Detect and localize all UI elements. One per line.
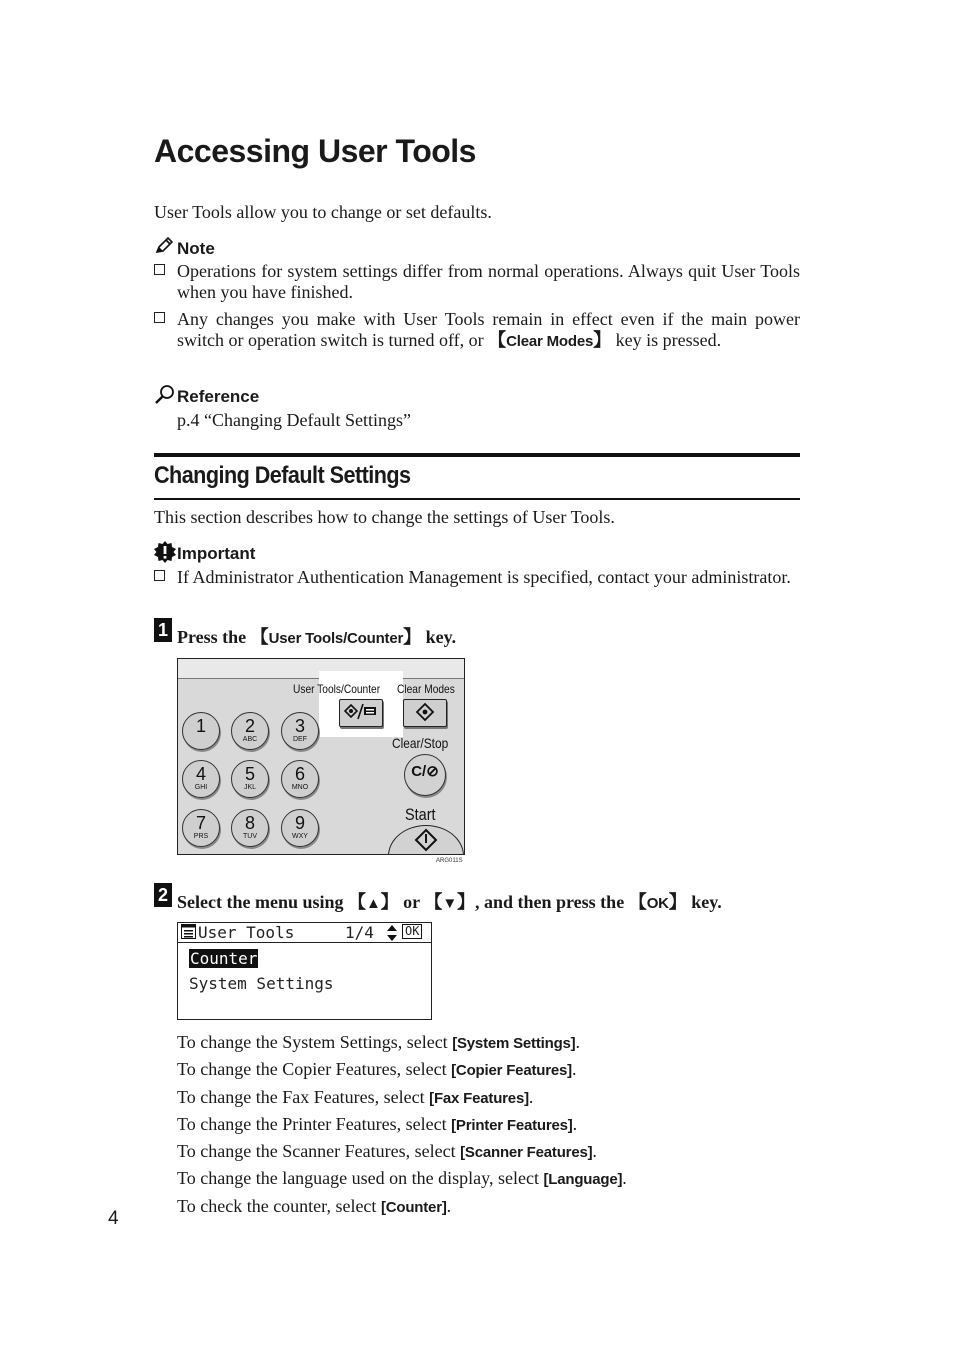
- option-line: To change the language used on the display, select [Language].: [177, 1168, 627, 1188]
- note-item: [154, 309, 800, 352]
- up-arrow-key-label: ▲: [366, 895, 381, 912]
- user-tools-counter-button[interactable]: [339, 699, 383, 727]
- lcd-ok-button[interactable]: OK: [402, 924, 422, 939]
- important-item-text: If Administrator Authentication Management is specified, contact your administrator.: [177, 567, 791, 587]
- magnifier-icon: [154, 384, 176, 406]
- start-icon: [389, 826, 463, 855]
- checkbox-bullet-icon: [154, 312, 165, 323]
- key-1[interactable]: 1: [182, 712, 220, 750]
- page-title: Accessing User Tools: [154, 133, 476, 169]
- key-3[interactable]: 3 DEF: [281, 712, 319, 750]
- user-tools-key-label: User Tools/Counter: [268, 630, 404, 647]
- option-line: To change the Scanner Features, select [Scanner Features].: [177, 1141, 597, 1161]
- lcd-display: [177, 922, 432, 1020]
- control-panel-illustration: [177, 658, 465, 855]
- note-item-text: Operations for system settings differ from normal operations. Always quit User Tools when you have finished.: [177, 261, 800, 302]
- step-number: 2: [154, 883, 172, 907]
- lcd-page-indicator: 1/4: [345, 923, 374, 942]
- illustration-caption: ARG011S: [436, 858, 463, 864]
- clear-modes-icon: [404, 700, 446, 726]
- lcd-header: [178, 923, 431, 943]
- clear-modes-button[interactable]: [403, 699, 447, 727]
- step-text: Press the 【User Tools/Counter】 key.: [177, 627, 457, 648]
- step-text: Select the menu using 【▲】 or 【▼】, and then press the 【OK】 key.: [177, 892, 722, 913]
- menu-list-icon: [181, 924, 197, 940]
- exclamation-seal-icon: [154, 541, 176, 563]
- key-7[interactable]: 7 PRS: [182, 809, 220, 847]
- option-line: To change the System Settings, select [System Settings].: [177, 1032, 580, 1052]
- user-tools-icon: [340, 700, 382, 726]
- start-button[interactable]: [388, 825, 464, 855]
- checkbox-bullet-icon: [154, 570, 165, 581]
- key-6[interactable]: 6 MNO: [281, 760, 319, 798]
- clear-stop-button[interactable]: [404, 754, 446, 796]
- step-number: 1: [154, 618, 172, 642]
- page-number: 4: [108, 1208, 119, 1229]
- option-line: To change the Fax Features, select [Fax Features].: [177, 1087, 534, 1107]
- pencil-icon: [154, 236, 174, 256]
- option-line: To change the Printer Features, select [Printer Features].: [177, 1114, 578, 1134]
- section-intro: This section describes how to change the settings of User Tools.: [154, 507, 615, 527]
- option-line: To check the counter, select [Counter].: [177, 1196, 452, 1216]
- note-item: [154, 261, 800, 303]
- option-line: To change the Copier Features, select [Copier Features].: [177, 1059, 577, 1079]
- clear-stop-label: Clear/Stop: [392, 735, 449, 751]
- key-9[interactable]: 9 WXY: [281, 809, 319, 847]
- reference-link[interactable]: p.4 “Changing Default Settings”: [177, 410, 411, 430]
- note-item-text: Any changes you make with User Tools remain in effect even if the main power switch or operation switch is turned off, or 【Clear Modes】 key is pressed.: [177, 309, 800, 351]
- down-arrow-key-label: ▼: [442, 895, 457, 912]
- reference-label: Reference: [177, 387, 260, 406]
- important-label: Important: [177, 544, 256, 563]
- lcd-title: User Tools: [198, 923, 295, 942]
- clear-stop-icon: C/⊘: [411, 763, 439, 780]
- key-5[interactable]: 5 JKL: [231, 760, 269, 798]
- note-label: Note: [177, 239, 215, 258]
- intro-text: User Tools allow you to change or set defaults.: [154, 202, 492, 222]
- key-8[interactable]: 8 TUV: [231, 809, 269, 847]
- clear-modes-label: Clear Modes: [397, 682, 455, 696]
- key-2[interactable]: 2 ABC: [231, 712, 269, 750]
- lcd-menu-item-system-settings[interactable]: System Settings: [189, 974, 334, 993]
- checkbox-bullet-icon: [154, 264, 165, 275]
- up-down-arrow-icon: [386, 925, 398, 941]
- ok-key-label: OK: [646, 895, 669, 912]
- section-heading: Changing Default Settings: [154, 462, 411, 489]
- section-top-rule: [154, 453, 800, 457]
- start-label: Start: [405, 805, 436, 824]
- key-4[interactable]: 4 GHI: [182, 760, 220, 798]
- user-tools-label: User Tools/Counter: [293, 682, 381, 696]
- section-bottom-rule: [154, 498, 800, 500]
- important-item: [154, 567, 800, 588]
- clear-modes-key-label: Clear Modes: [506, 333, 594, 350]
- lcd-menu-item-counter[interactable]: Counter: [190, 949, 258, 968]
